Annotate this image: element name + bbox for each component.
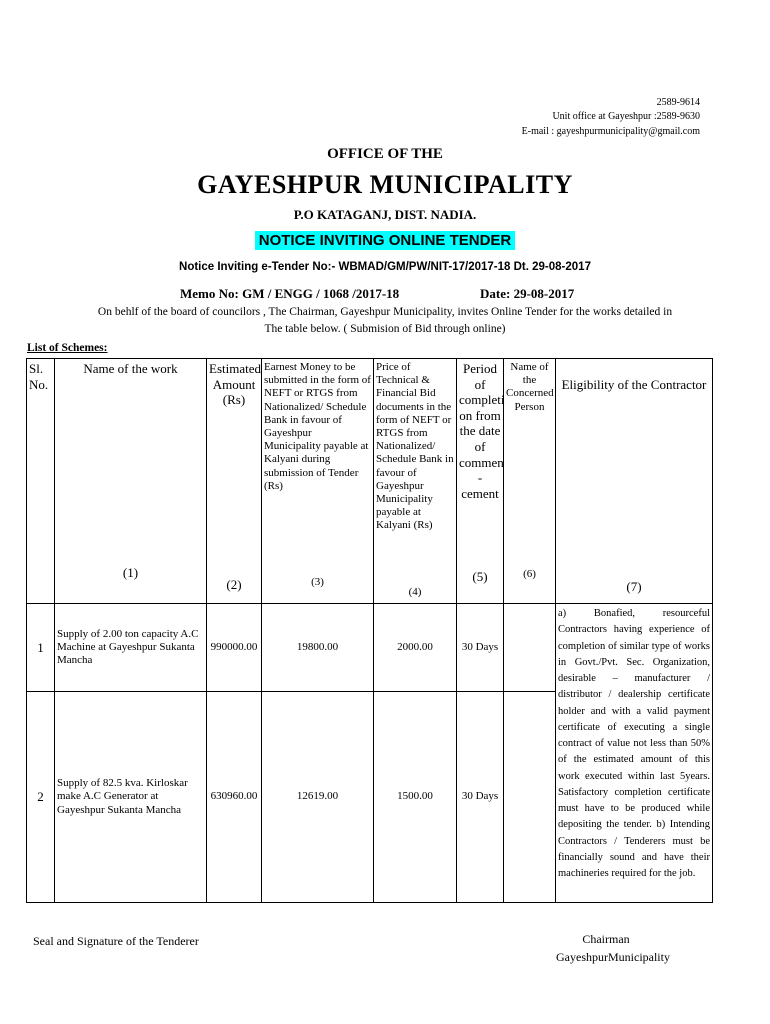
schemes-table: [26, 358, 713, 903]
municipality-name: GAYESHPUR MUNICIPALITY: [197, 170, 573, 199]
table-row: [27, 604, 713, 692]
row-1-person: [504, 604, 556, 692]
tenderer-seal-label: Seal and Signature of the Tenderer: [33, 934, 199, 948]
row-1-sl: 1: [27, 604, 55, 692]
row-2-price: 1500.00: [374, 692, 457, 903]
header-num-3: (3): [311, 575, 324, 588]
notice-reference: Notice Inviting e-Tender No:- WBMAD/GM/PW/NIT-17/2017-18 Dt. 29-08-2017: [179, 261, 591, 273]
phone-number: 2589-9614: [656, 97, 700, 108]
header-num-6: (6): [523, 567, 536, 580]
email-address: E-mail : gayeshpurmunicipality@gmail.com: [521, 126, 700, 137]
row-1-name: Supply of 2.00 ton capacity A.C Machine at Gayeshpur Sukanta Mancha: [55, 604, 207, 692]
intro-line-1: On behlf of the board of councilors , The Chairman, Gayeshpur Municipality, invites Online Tender for the works detailed in: [97, 306, 673, 318]
header-num-7: (7): [626, 579, 642, 595]
header-name-of-work: Name of the work (1): [55, 359, 207, 604]
row-2-name: Supply of 82.5 kva. Kirloskar make A.C Generator at Gayeshpur Sukanta Mancha: [55, 692, 207, 903]
memo-number: Memo No: GM / ENGG / 1068 /2017-18: [180, 286, 400, 301]
header-earnest-money: Earnest Money to be submitted in the form of NEFT or RTGS from Nationalized/ Schedule Bank in favour of Gayeshpur Municipality payable at Kalyani during submission of Tender (Rs) (3): [262, 359, 374, 604]
notice-title-wrapper: [0, 231, 770, 250]
chairman-organization: GayeshpurMunicipality: [556, 950, 670, 964]
chairman-title: Chairman: [582, 932, 630, 946]
chairman-signature-block: [556, 930, 670, 966]
address-line: P.O KATAGANJ, DIST. NADIA.: [293, 207, 477, 222]
row-1-amount: 990000.00: [207, 604, 262, 692]
header-price-of-documents: Price of Technical & Financial Bid documents in the form of NEFT or RTGS from Nationalized/ Schedule Bank in favour of Gayeshpur Municipality payable at Kalyani (Rs) (4): [374, 359, 457, 604]
table-header-row: [27, 359, 713, 604]
header-eligibility: Eligibility of the Contractor (7): [556, 359, 713, 604]
row-2-person: [504, 692, 556, 903]
row-2-amount: 630960.00: [207, 692, 262, 903]
unit-office-phone: Unit office at Gayeshpur :2589-9630: [552, 111, 700, 122]
eligibility-text: a) Bonafied, resourceful Contractors having experience of completion of similar type of works in Govt./Pvt. Sec. Organization, desirable – manufacturer / distributor / dealership certificate holder and with a valid payment certificate of executing a single contract of value not less than 50% of the estimated amount of this work executed within last 5years. Satisfactory completion certificate must have to be produced while depositing the tender. b) Intending Contractors / Tenderers must be financially sound and have their machineries required for the job.: [556, 604, 713, 903]
memo-date: Date: 29-08-2017: [480, 286, 575, 301]
header-concerned-person: Name of the Concerned Person (6): [504, 359, 556, 604]
row-1-period: 30 Days: [457, 604, 504, 692]
row-2-period: 30 Days: [457, 692, 504, 903]
row-2-sl: 2: [27, 692, 55, 903]
list-of-schemes-label: List of Schemes:: [27, 342, 108, 354]
header-estimated-amount: Estimated Amount (Rs) (2): [207, 359, 262, 604]
header-num-1: (1): [122, 565, 139, 581]
intro-line-2: The table below. ( Submision of Bid through online): [264, 323, 506, 335]
header-num-5: (5): [472, 569, 488, 585]
office-of-heading: OFFICE OF THE: [327, 146, 443, 162]
row-2-earnest: 12619.00: [262, 692, 374, 903]
header-num-4: (4): [408, 585, 422, 598]
header-num-2: (2): [226, 577, 242, 593]
row-1-price: 2000.00: [374, 604, 457, 692]
notice-title: NOTICE INVITING ONLINE TENDER: [255, 231, 516, 250]
row-1-earnest: 19800.00: [262, 604, 374, 692]
header-period-of-completion: Period of completi on from the date of commen - cement (5): [457, 359, 504, 604]
header-sl-no: Sl. No.: [27, 359, 55, 604]
